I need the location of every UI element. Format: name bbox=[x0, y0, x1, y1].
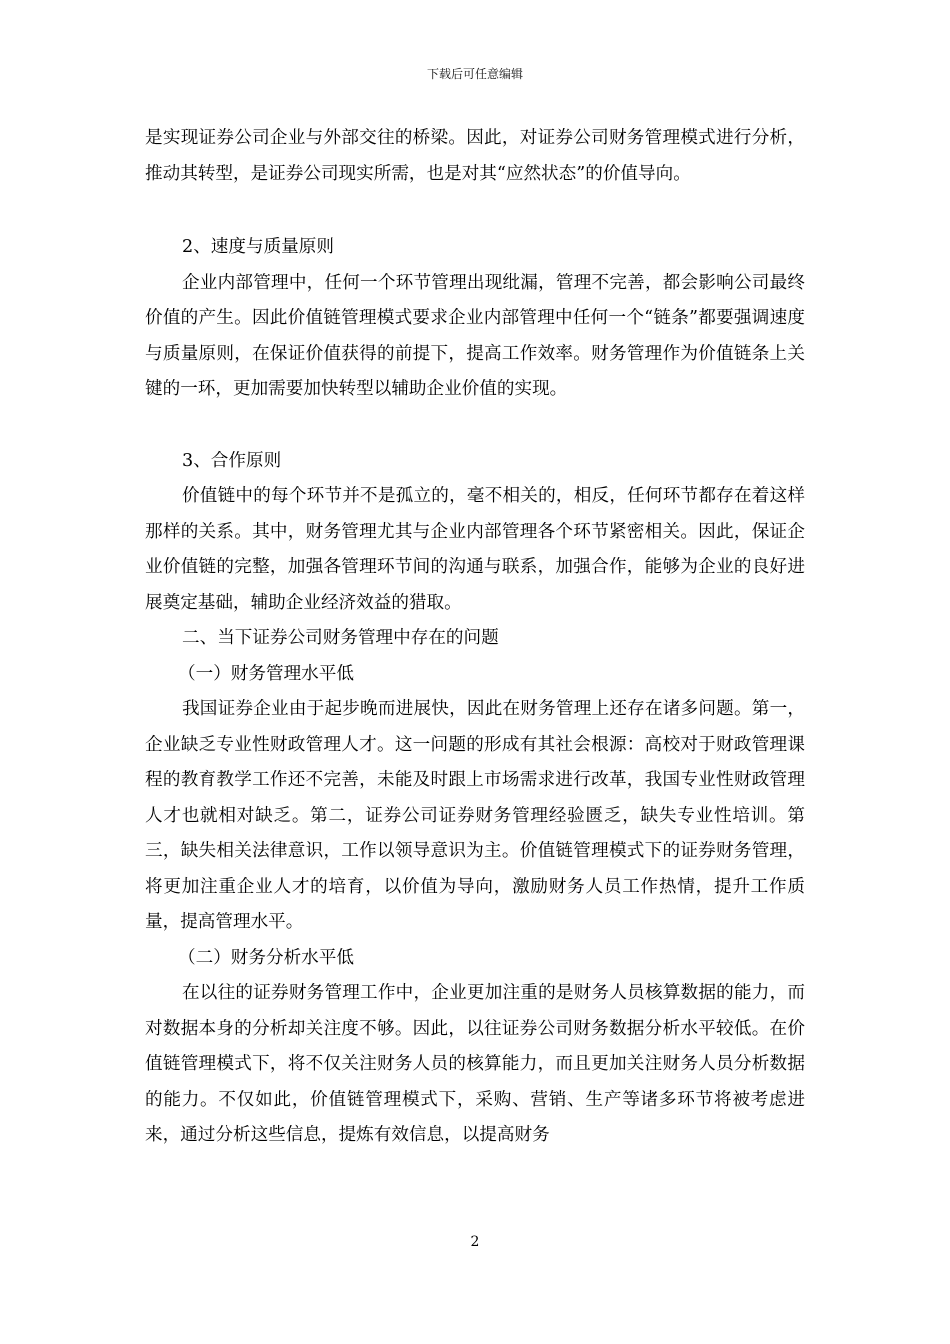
paragraph-analysis-level: 在以往的证券财务管理工作中，企业更加注重的是财务人员核算数据的能力，而对数据本身的分析却关注度不够。因此，以往证券公司财务数据分析水平较低。在价值链管理模式下，将不仅关注财务人员的核算能力，而且更加关注财务人员分析数据的能力。不仅如此，价值链管理模式下，采购、营销、生产等诸多环节将被考虑进来，通过分析这些信息，提炼有效信息，以提高财务 bbox=[145, 983, 805, 1145]
paragraph-gap bbox=[145, 408, 805, 444]
paragraph-cooperation: 价值链中的每个环节并不是孤立的，毫不相关的，相反，任何环节都存在着这样那样的关系。其中，财务管理尤其与企业内部管理各个环节紧密相关。因此，保证企业价值链的完整，加强各管理环节间的沟通与联系，加强合作，能够为企业的良好进展奠定基础，辅助企业经济效益的猎取。 bbox=[145, 486, 805, 613]
subheading-management-level: （一）财务管理水平低 bbox=[178, 663, 354, 684]
heading-cooperation: 3、合作原则 bbox=[182, 450, 282, 471]
paragraph-speed-quality: 企业内部管理中，任何一个环节管理出现纰漏，管理不完善，都会影响公司最终价值的产生。因此价值链管理模式要求企业内部管理中任何一个“链条”都要强调速度与质量原则，在保证价值获得的前提下，提高工作效率。财务管理作为价值链条上关键的一环，更加需要加快转型以辅助企业价值的实现。 bbox=[145, 272, 805, 399]
paragraph-intro: 是实现证券公司企业与外部交往的桥梁。因此，对证券公司财务管理模式进行分析，推动其转型，是证券公司现实所需，也是对其“应然状态”的价值导向。 bbox=[145, 128, 805, 184]
page-header: 下载后可任意编辑 bbox=[426, 67, 523, 81]
page-number: 2 bbox=[470, 1234, 480, 1250]
paragraph-gap bbox=[145, 192, 805, 230]
paragraph-management-level: 我国证券企业由于起步晚而进展快，因此在财务管理上还存在诸多问题。第一，企业缺乏专业性财政管理人才。这一问题的形成有其社会根源：高校对于财政管理课程的教育教学工作还不完善，未能及时跟上市场需求进行改革，我国专业性财政管理人才也就相对缺乏。第二，证券公司证券财务管理经验匮乏，缺失专业性培训。第三，缺失相关法律意识，工作以领导意识为主。价值链管理模式下的证券财务管理，将更加注重企业人才的培育，以价值为导向，激励财务人员工作热情，提升工作质量，提高管理水平。 bbox=[145, 699, 805, 932]
document-body bbox=[145, 121, 805, 1154]
section-heading-problems: 二、当下证券公司财务管理中存在的问题 bbox=[182, 628, 499, 648]
heading-speed-quality: 2、速度与质量原则 bbox=[182, 237, 334, 257]
subheading-analysis-level: （二）财务分析水平低 bbox=[178, 947, 354, 968]
